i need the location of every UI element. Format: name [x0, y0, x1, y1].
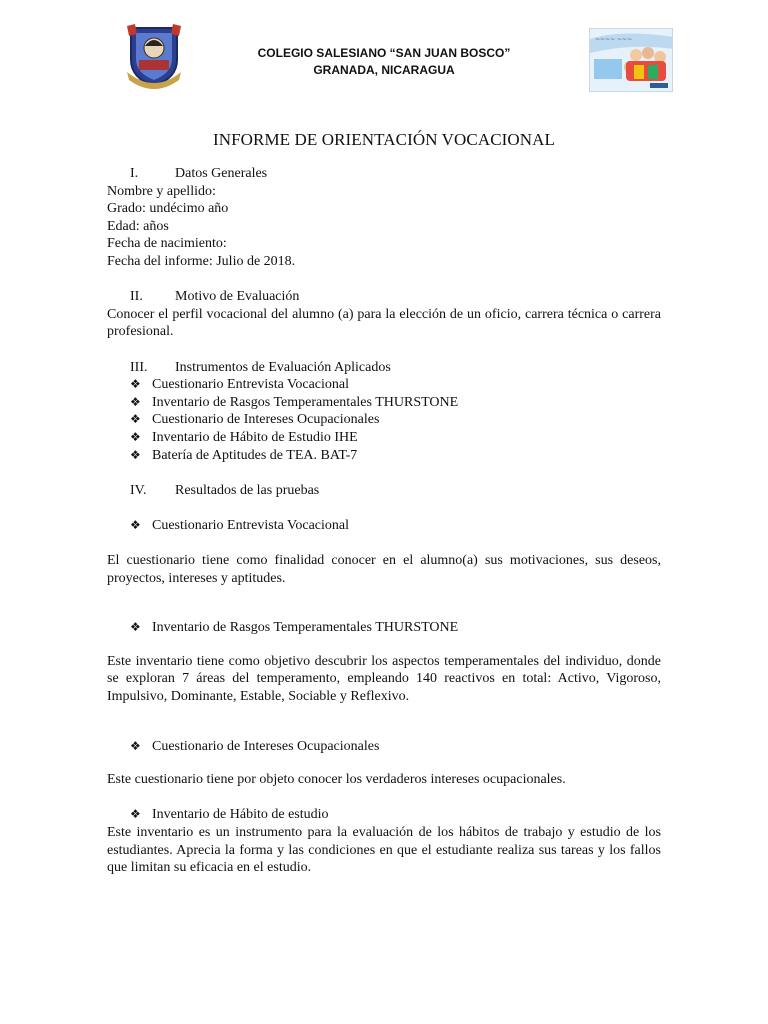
list-item [107, 411, 661, 429]
field-birthdate: Fecha de nacimiento: [107, 236, 227, 252]
result-heading [107, 517, 661, 535]
svg-text:~~~~ ~~~: ~~~~ ~~~ [595, 36, 633, 43]
result-heading [107, 806, 661, 824]
school-location: GRANADA, NICARAGUA [313, 63, 455, 77]
diamond-bullet-icon: ❖ [130, 738, 141, 753]
list-item-text: Cuestionario Entrevista Vocacional [152, 377, 349, 393]
list-item-text: Cuestionario de Intereses Ocupacionales [152, 412, 380, 428]
paragraph: Este inventario es un instrumento para la evaluación de los hábitos de trabajo y estudio de los estudiantes. Aprecia la forma y las condiciones en que el estudiante realiza sus tareas y los fallos que limitan su eficacia en el estudio. [107, 825, 661, 876]
section-heading [107, 288, 661, 306]
result-heading-text: Cuestionario Entrevista Vocacional [152, 517, 349, 533]
paragraph: Conocer el perfil vocacional del alumno (a) para la elección de un oficio, carrera técnica o carrera profesional. [107, 306, 661, 340]
result-heading [107, 738, 661, 756]
field-report-date: Fecha del informe: Julio de 2018. [107, 253, 296, 269]
section-heading [107, 165, 661, 183]
section-number: III. [130, 359, 148, 375]
document-title: INFORME DE ORIENTACIÓN VOCACIONAL [212, 130, 556, 149]
result-heading [107, 619, 661, 637]
field-grade: Grado: undécimo año [107, 201, 229, 217]
document-body [107, 165, 661, 877]
section-heading [107, 359, 661, 377]
list-item-text: Batería de Aptitudes de TEA. BAT-7 [152, 447, 358, 463]
section-label: Motivo de Evaluación [175, 289, 300, 305]
result-heading-text: Inventario de Hábito de estudio [152, 807, 329, 823]
section-number: II. [130, 289, 143, 305]
section-label: Instrumentos de Evaluación Aplicados [175, 359, 391, 375]
list-item-text: Inventario de Rasgos Temperamentales THURSTONE [152, 394, 459, 410]
diamond-bullet-icon: ❖ [130, 429, 141, 444]
paragraph: El cuestionario tiene como finalidad conocer en el alumno(a) sus motivaciones, sus deseos, proyectos, intereses y aptitudes. [107, 553, 661, 586]
diamond-bullet-icon: ❖ [130, 377, 141, 392]
diamond-bullet-icon: ❖ [130, 394, 141, 409]
field-age: Edad: años [107, 218, 169, 234]
diamond-bullet-icon: ❖ [130, 517, 141, 532]
diamond-bullet-icon: ❖ [130, 412, 141, 427]
list-item [107, 447, 661, 465]
paragraph: Este inventario tiene como objetivo descubrir los aspectos temperamentales del individuo, donde se exploran 7 áreas del temperamento, empleando 140 reactivos en total: Activo, Vigoroso, Impulsivo, Dominante, Estable, Sociable y Reflexivo. [107, 653, 661, 705]
section-label: Datos Generales [175, 166, 268, 181]
children-banner-image [589, 28, 673, 92]
result-heading-text: Inventario de Rasgos Temperamentales THURSTONE [152, 620, 459, 636]
diamond-bullet-icon: ❖ [130, 807, 141, 822]
paragraph: Este cuestionario tiene por objeto conocer los verdaderos intereses ocupacionales. [107, 772, 566, 788]
section-number: I. [130, 166, 139, 181]
diamond-bullet-icon: ❖ [130, 620, 141, 635]
section-label: Resultados de las pruebas [175, 482, 320, 498]
section-heading [107, 482, 661, 500]
list-item [107, 394, 661, 412]
field-name: Nombre y apellido: [107, 183, 216, 199]
list-item [107, 429, 661, 447]
list-item [107, 376, 661, 394]
diamond-bullet-icon: ❖ [130, 447, 141, 462]
list-item-text: Inventario de Hábito de Estudio IHE [152, 429, 358, 445]
school-name: COLEGIO SALESIANO “SAN JUAN BOSCO” [257, 46, 511, 60]
result-heading-text: Cuestionario de Intereses Ocupacionales [152, 738, 380, 754]
section-number: IV. [130, 482, 147, 498]
